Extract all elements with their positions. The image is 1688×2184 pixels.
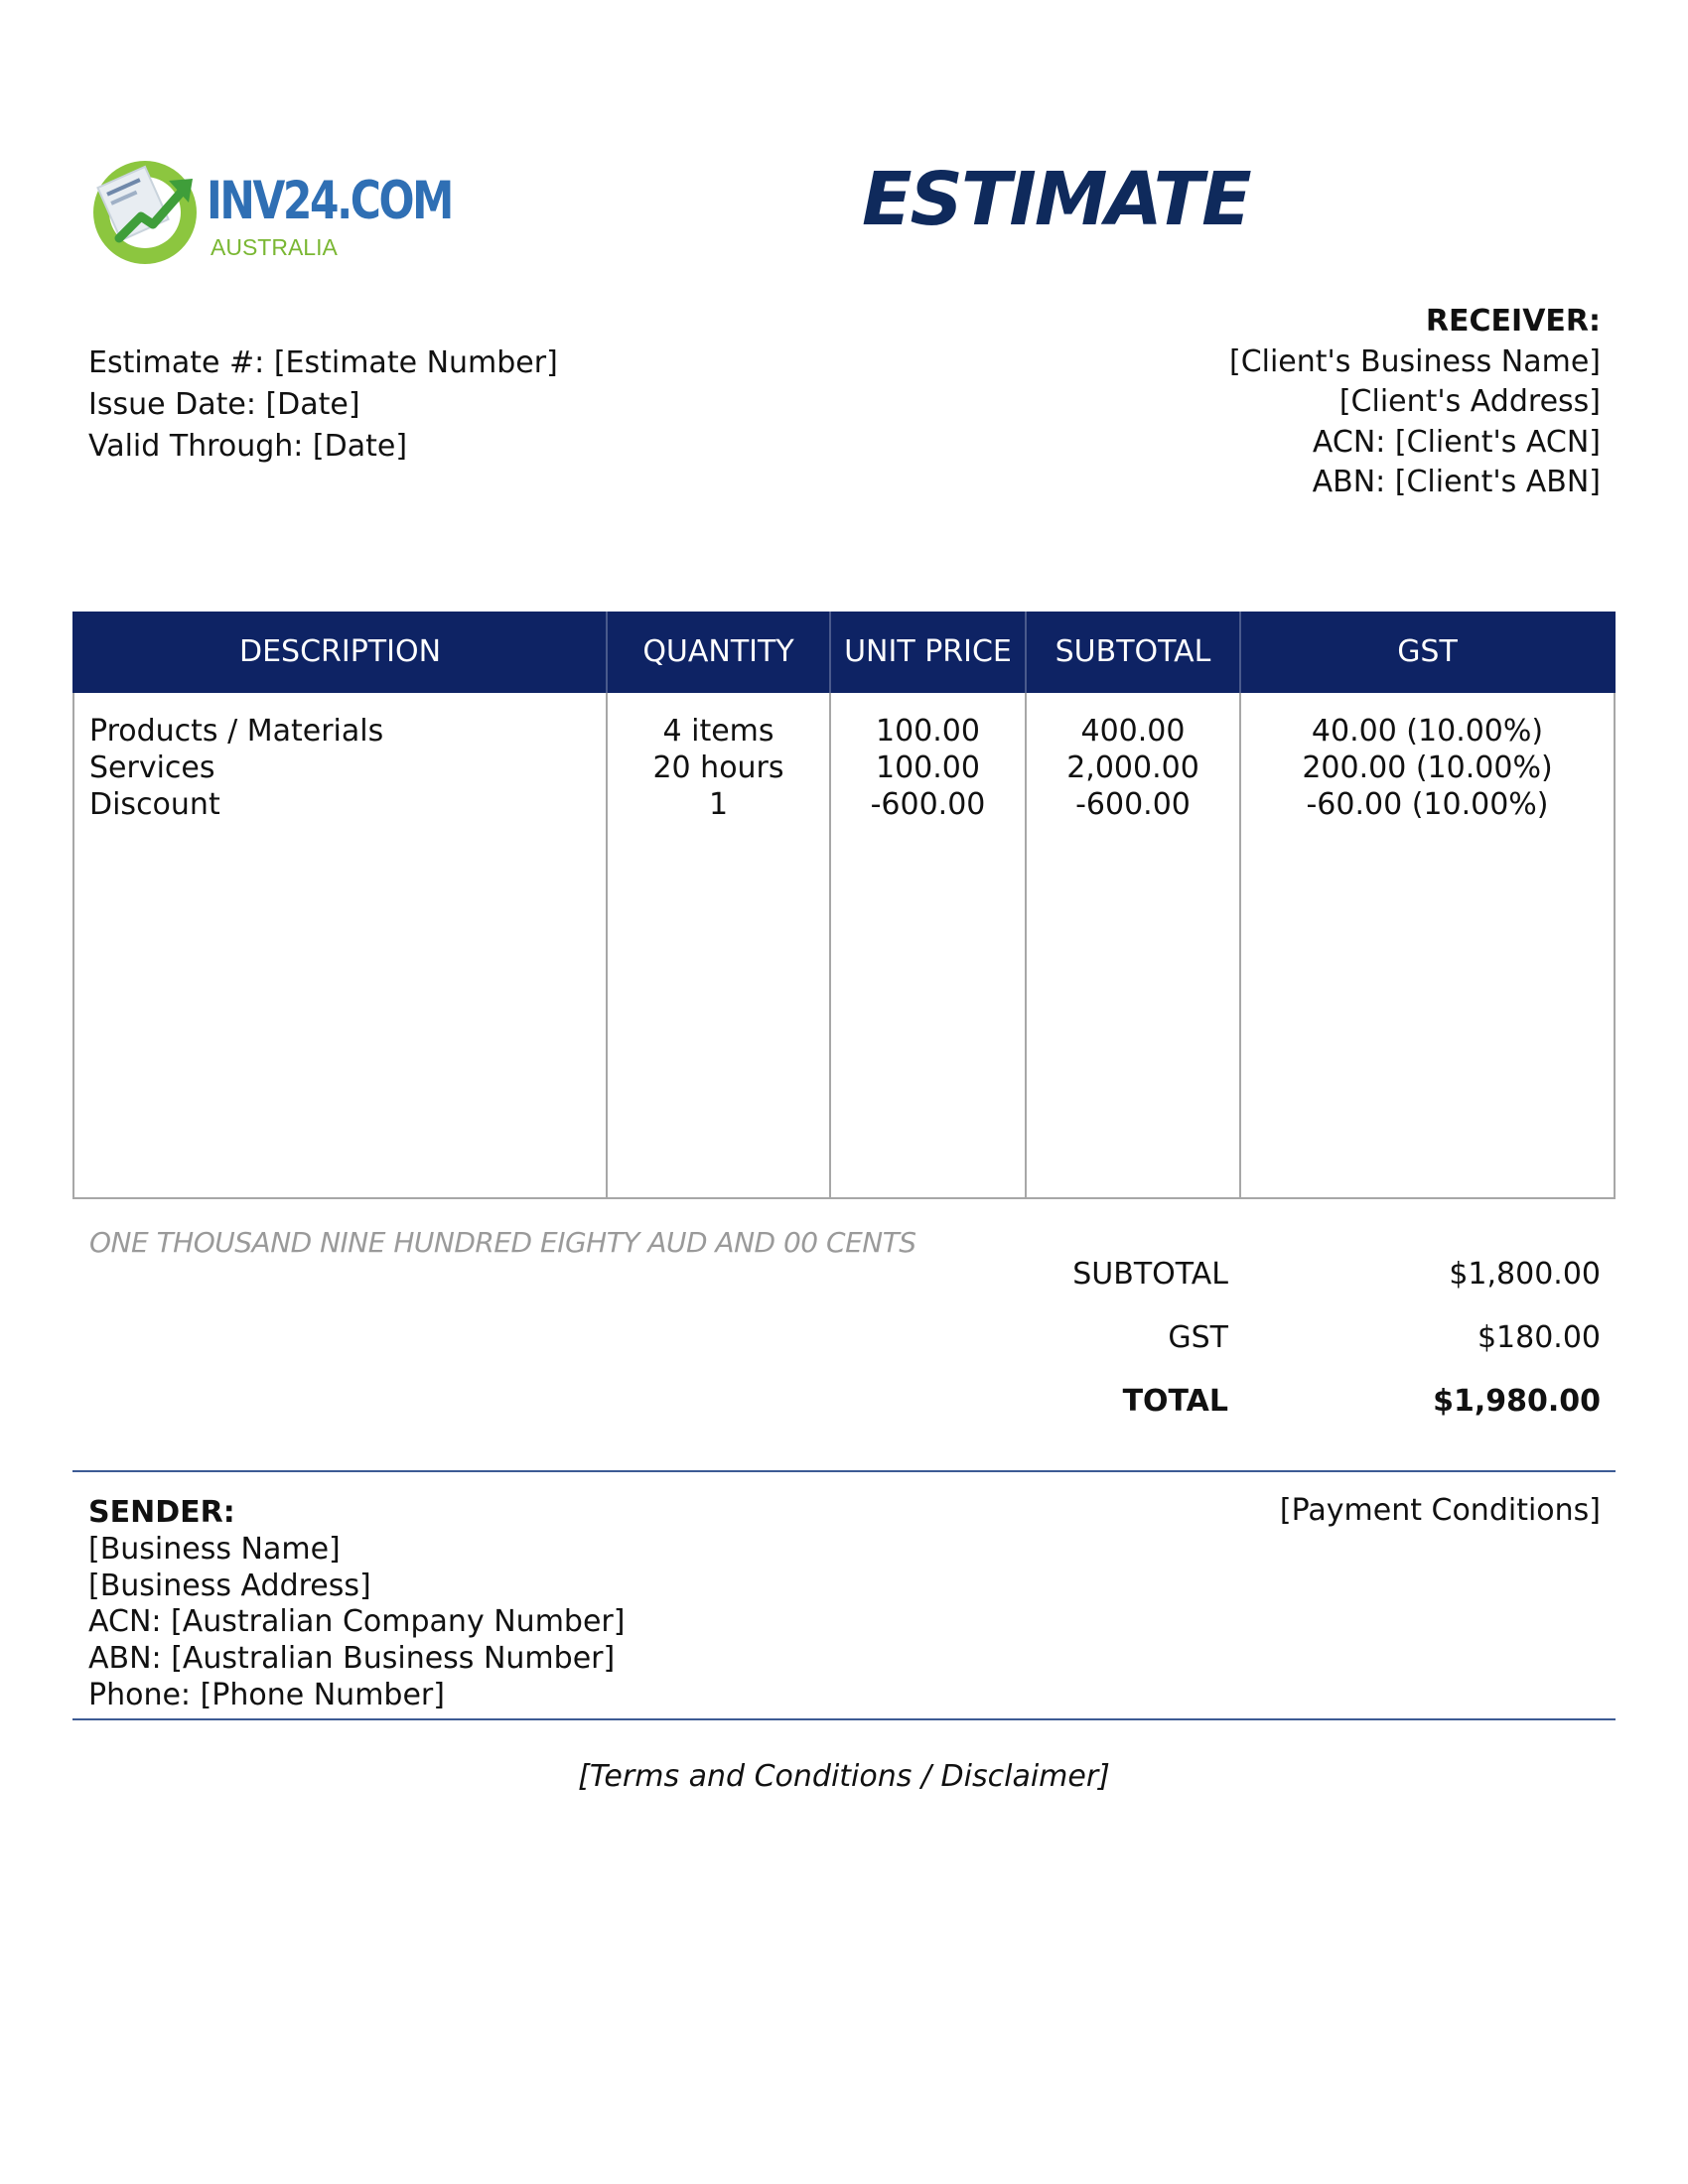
sender-abn: ABN: [Australian Business Number]: [88, 1641, 616, 1677]
issue-date: Issue Date: [Date]: [88, 387, 360, 422]
receiver-acn: ACN: [Client's ACN]: [1312, 424, 1601, 460]
column-divider: [606, 612, 608, 1199]
sender-acn: ACN: [Australian Company Number]: [88, 1604, 626, 1640]
amount-in-words: ONE THOUSAND NINE HUNDRED EIGHTY AUD AND 00 CENTS: [89, 1226, 916, 1259]
table-cell-quantity: 20 hours: [652, 751, 784, 785]
column-divider: [829, 612, 831, 1199]
table-cell-gst: 40.00 (10.00%): [1311, 714, 1544, 749]
sender-address: [Business Address]: [88, 1568, 371, 1603]
total-label: TOTAL: [1122, 1384, 1228, 1419]
table-cell-quantity: 1: [708, 787, 729, 822]
column-header-unit-price: UNIT PRICE: [844, 634, 1012, 669]
receiver-heading: RECEIVER:: [1425, 304, 1601, 339]
sender-block: [88, 1495, 625, 1714]
table-cell-description: Discount: [89, 787, 220, 822]
estimate-meta: [88, 342, 558, 468]
sender-heading: SENDER:: [88, 1495, 235, 1530]
logo-wordmark: INV24.COM: [207, 171, 452, 231]
payment-conditions: [Payment Conditions]: [1279, 1493, 1601, 1528]
receiver-abn: ABN: [Client's ABN]: [1312, 465, 1601, 499]
sender-business-name: [Business Name]: [88, 1531, 341, 1567]
table-cell-gst: 200.00 (10.00%): [1302, 751, 1553, 785]
table-cell-unit-price: 100.00: [876, 751, 980, 785]
column-header-quantity: QUANTITY: [642, 634, 794, 669]
header-divider: [1025, 612, 1027, 693]
gst-column: [1241, 713, 1614, 823]
sender-phone: Phone: [Phone Number]: [88, 1677, 445, 1712]
header-divider: [829, 612, 831, 693]
header-divider: [1239, 612, 1241, 693]
logo-subtitle: AUSTRALIA: [211, 234, 338, 260]
column-divider: [1025, 612, 1027, 1199]
receiver-block: [1229, 302, 1601, 503]
estimate-number: Estimate #: [Estimate Number]: [88, 345, 558, 380]
company-logo: [89, 151, 452, 270]
gst-label: GST: [1168, 1320, 1228, 1355]
column-divider: [1239, 612, 1241, 1199]
receiver-address: [Client's Address]: [1338, 384, 1601, 419]
column-header-description: DESCRIPTION: [238, 634, 442, 669]
table-cell-subtotal: -600.00: [1075, 787, 1191, 822]
subtotal-column: [1027, 713, 1239, 823]
table-cell-description: Services: [89, 751, 215, 785]
table-cell-unit-price: 100.00: [876, 714, 980, 749]
column-header-subtotal: SUBTOTAL: [1055, 634, 1211, 669]
divider-line: [72, 1718, 1616, 1720]
table-cell-subtotal: 400.00: [1080, 714, 1186, 749]
gst-value: $180.00: [1477, 1320, 1601, 1355]
subtotal-label: SUBTOTAL: [1072, 1257, 1228, 1292]
column-header-gst: GST: [1397, 634, 1458, 669]
divider-line: [72, 1470, 1616, 1472]
description-column: [89, 713, 383, 823]
table-cell-gst: -60.00 (10.00%): [1306, 787, 1549, 822]
total-value: $1,980.00: [1433, 1384, 1601, 1419]
table-cell-subtotal: 2,000.00: [1066, 751, 1199, 785]
terms-and-conditions: [Terms and Conditions / Disclaimer]: [578, 1759, 1110, 1794]
line-items-table: [72, 612, 1616, 1199]
receiver-business-name: [Client's Business Name]: [1228, 343, 1601, 379]
valid-through-date: Valid Through: [Date]: [88, 429, 408, 464]
header-divider: [606, 612, 608, 693]
logo-icon: [89, 151, 209, 270]
unit-price-column: [831, 713, 1025, 823]
table-cell-quantity: 4 items: [662, 714, 774, 749]
quantity-column: [608, 713, 829, 823]
subtotal-value: $1,800.00: [1449, 1257, 1601, 1292]
table-cell-unit-price: -600.00: [870, 787, 986, 822]
document-title: ESTIMATE: [862, 157, 1250, 242]
table-cell-description: Products / Materials: [89, 714, 384, 749]
